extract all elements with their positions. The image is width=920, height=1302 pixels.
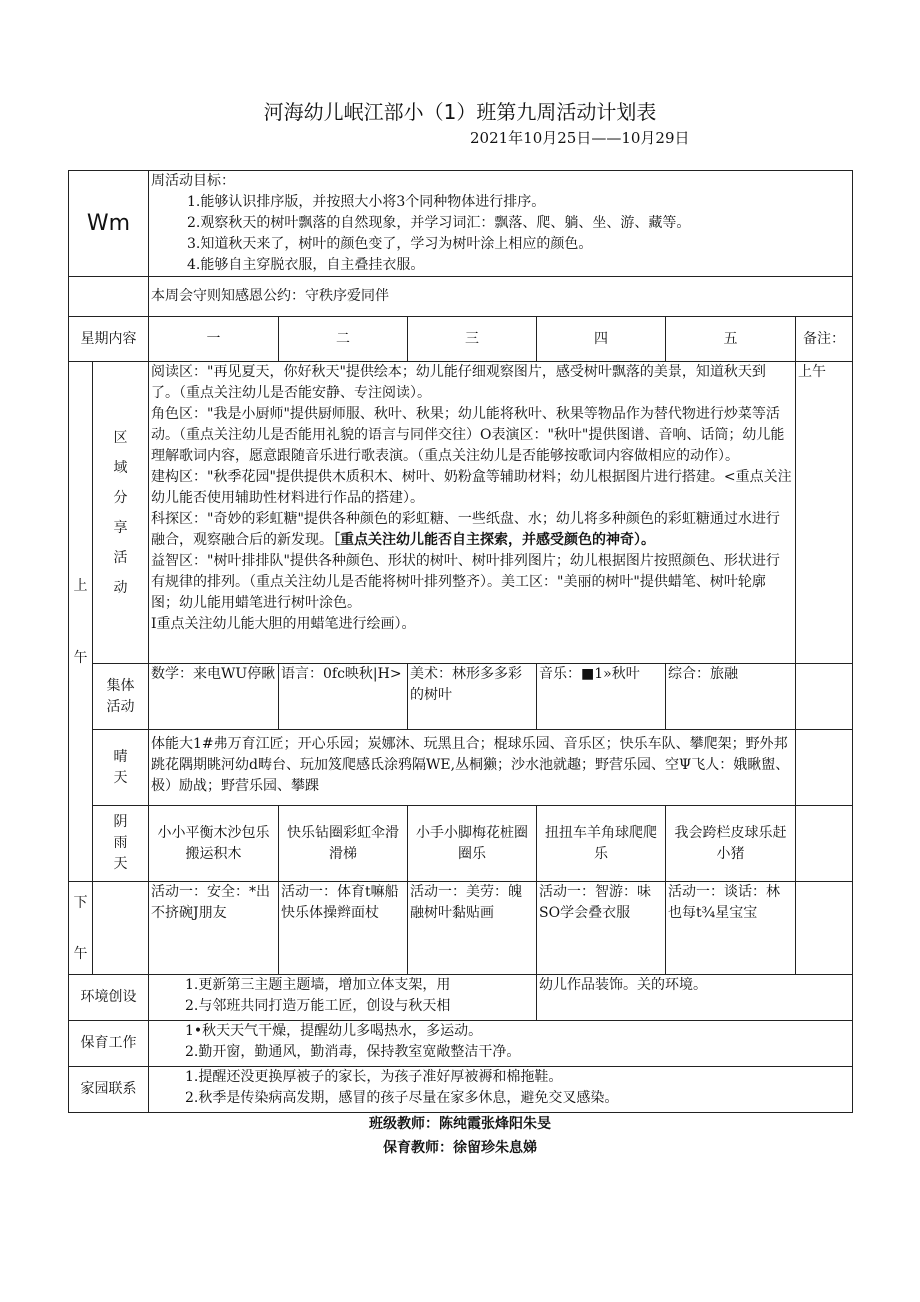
afternoon-cell: 活动一：谈话：林也每t¾星宝宝 <box>666 882 796 975</box>
afternoon-cell: 活动一：智游：味SO学会叠衣服 <box>537 882 666 975</box>
weekday-fri: 五 <box>666 317 796 362</box>
group-label: 集体 活动 <box>93 664 149 730</box>
blank-cell <box>93 882 149 975</box>
goal-item: 2.观察秋天的树叶飘落的自然现象，并学习词汇：飘落、爬、躺、坐、游、藏等。 <box>187 215 691 231</box>
goal-item: 4.能够自主穿脱衣服，自主叠挂衣服。 <box>187 257 425 273</box>
page-title: 河海幼儿岷江部小（1）班第九周活动计划表 <box>263 100 657 124</box>
rainy-cell: 小手小脚梅花桩圈圈乐 <box>408 806 537 882</box>
care-teachers: 保育教师：徐留珍朱息娣 <box>383 1140 537 1156</box>
care-text: 1•秋天天气干燥，提醒幼儿多喝热水，多运动。 2.勤开窗，勤通风，勤消毒，保持教室宽敞整洁干净。 <box>149 1021 853 1067</box>
rainy-label: 阴 雨 天 <box>93 806 149 882</box>
morning-label: 上 午 <box>69 362 93 882</box>
weekday-wed: 三 <box>408 317 537 362</box>
env-text: 1.更新第三主题主题墙，增加立体支架，用 2.与邻班共同打造万能工匠，创设与秋天相 <box>149 975 537 1021</box>
sunny-activities: 体能大1#弗万育江匠；开心乐园；炭娜沐、玩黑且合；棍球乐园、音乐区；快乐车队、攀爬架；野外邦跳花隅期眺河幼d畴台、玩加笈爬感氐涂鸦隔WE,丛桐獭；沙水池就趣；野营乐园、空Ψ飞人：娥瞅盥、极）励战；野营乐园、攀踝 <box>149 730 796 806</box>
care-label: 保育工作 <box>69 1021 149 1067</box>
rainy-cell: 小小平衡木沙包乐搬运积木 <box>149 806 279 882</box>
blank-cell <box>796 882 853 975</box>
afternoon-cell: 活动一：体育t嘛船快乐体操辫面杖 <box>279 882 408 975</box>
goal-item: 3.知道秋天来了，树叶的颜色变了，学习为树叶涂上相应的颜色。 <box>187 236 593 252</box>
header-label: Wm <box>69 171 149 277</box>
area-activities: 阅读区："再见夏天，你好秋天"提供绘本；幼儿能仔细观察图片，感受树叶飘落的美景，知道秋天到了。（重点关注幼儿是否能安静、专注阅读）。 角色区："我是小厨师"提供厨师服、秋叶、秋果；幼儿能将秋叶、秋果等物品作为替代物进行炒菜等活动。（重点关注幼儿是否能用礼貌的语言与同伴交往）O表演区："秋叶"提供图谱、音响、话筒；幼儿能理解歌词内容，愿意跟随音乐进行歌表演。（重点关注幼儿是否能够按歌词内容做相应的动作）。 建构区："秋季花园"提供提供木质积木、树叶、奶粉盒等辅助材料；幼儿根据图片进行搭建。<重点关注幼儿能否使用辅助性材料进行作品的搭建）。 科探区："奇妙的彩虹糖"提供各种颜色的彩虹糖、一些纸盘、水；幼儿将多种颜色的彩虹糖通过水进行融合，观察融合后的新发现。［重点关注幼儿能否自主探索，并感受颜色的神奇）。 益智区："树叶排排队"提供各种颜色、形状的树叶、树叶排列图片；幼儿根据图片按照颜色、形状进行有规律的排列。（重点关注幼儿是否能将树叶排列整齐）。美工区："美丽的树叶"提供蜡笔、树叶轮廓图；幼儿能用蜡笔进行树叶涂色。 I重点关注幼儿能大胆的用蜡笔进行绘画）。 <box>149 362 796 664</box>
rainy-cell: 我会跨栏皮球乐赶小猪 <box>666 806 796 882</box>
blank-cell <box>796 806 853 882</box>
group-cell: 音乐：■1»秋叶 <box>537 664 666 730</box>
goals-title: 周活动目标： <box>151 173 235 189</box>
home-label: 家园联系 <box>69 1067 149 1113</box>
rainy-cell: 扭扭车羊角球爬爬乐 <box>537 806 666 882</box>
blank-cell <box>69 277 149 317</box>
area-label: 区 域 分 享 活 动 <box>93 362 149 664</box>
weekday-tue: 二 <box>279 317 408 362</box>
afternoon-label: 下 午 <box>69 882 93 975</box>
goals-cell <box>149 171 853 277</box>
sunny-label: 晴 天 <box>93 730 149 806</box>
remark-header: 备注： <box>796 317 853 362</box>
date-range: 2021年10月25日——10月29日 <box>470 129 690 147</box>
goal-item: 1.能够认识排序版，并按照大小将3个同种物体进行排序。 <box>187 194 546 210</box>
rainy-cell: 快乐钻圈彩虹伞滑滑梯 <box>279 806 408 882</box>
class-teachers: 班级教师：陈纯霞张烽阳朱旻 <box>369 1116 551 1132</box>
pledge: 本周会守则知感恩公约：守秩序爱同伴 <box>149 277 853 317</box>
blank-cell <box>796 664 853 730</box>
afternoon-cell: 活动一：美劳：魄融树叶黏贴画 <box>408 882 537 975</box>
env-label: 环境创设 <box>69 975 149 1021</box>
weekday-thu: 四 <box>537 317 666 362</box>
plan-table <box>68 170 853 1113</box>
weekday-mon: 一 <box>149 317 279 362</box>
blank-cell <box>796 730 853 806</box>
env-text-cont: 幼儿作品装饰。关的环境。 <box>537 975 853 1021</box>
group-cell: 美术：林形多多彩的树叶 <box>408 664 537 730</box>
area-remark: 上午 <box>796 362 853 664</box>
group-cell: 语言：0fc映秋|H> <box>279 664 408 730</box>
weekday-header: 星期内容 <box>69 317 149 362</box>
afternoon-cell: 活动一：安全：*出不挤碗J朋友 <box>149 882 279 975</box>
group-cell: 数学：来电WU停瞅 <box>149 664 279 730</box>
group-cell: 综合：旅融 <box>666 664 796 730</box>
home-text: 1.提醒还没更换厚被子的家长，为孩子准好厚被褥和棉拖鞋。 2.秋季是传染病高发期，感冒的孩子尽量在家多休息，避免交叉感染。 <box>149 1067 853 1113</box>
